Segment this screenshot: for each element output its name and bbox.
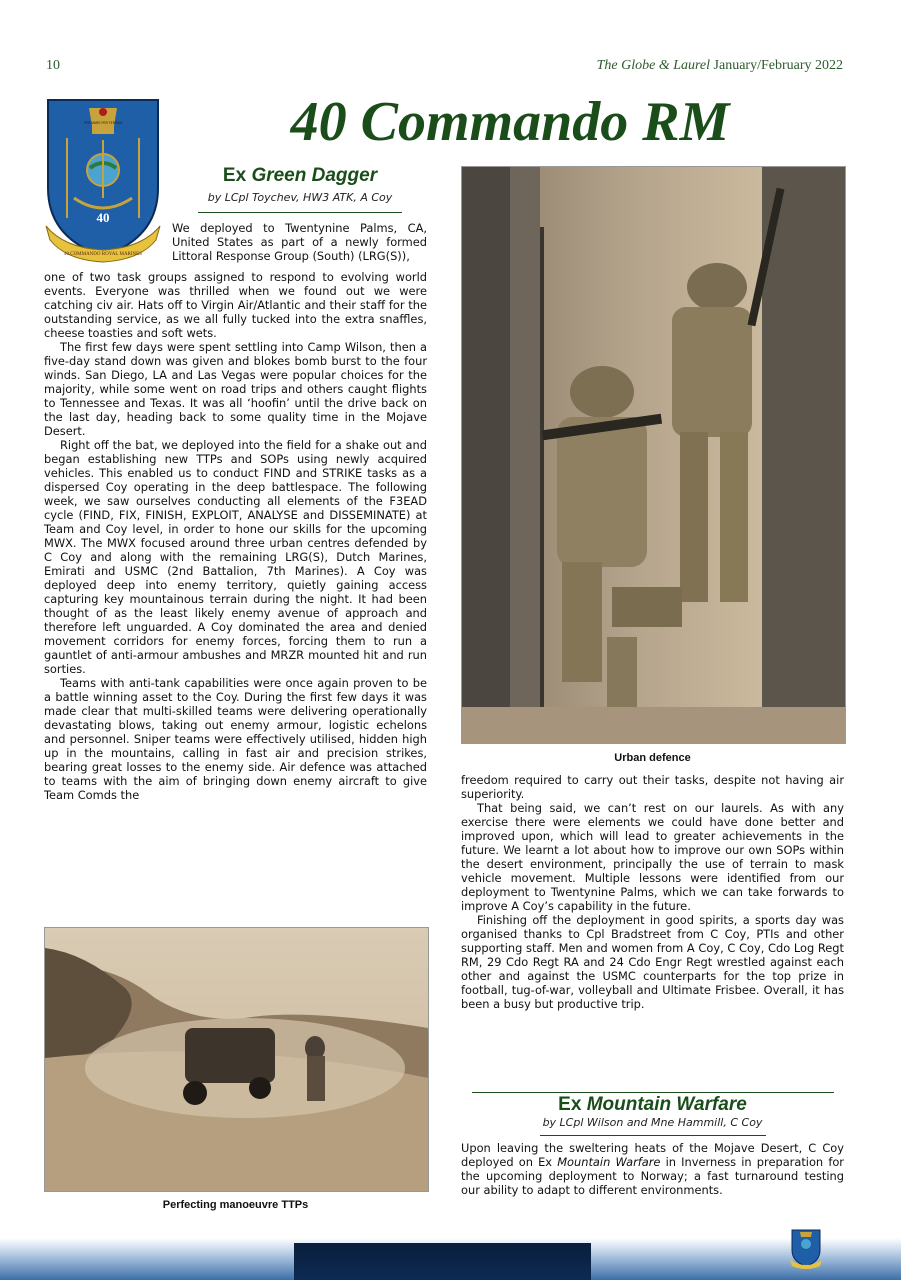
section-title-prefix: Ex <box>558 1094 582 1115</box>
section-title-mountain-warfare <box>461 1094 844 1116</box>
issue-date: January/February 2022 <box>713 58 843 73</box>
publication-header <box>597 58 843 74</box>
photo-caption-desert: Perfecting manoeuvre TTPs <box>162 1199 309 1211</box>
paragraph-start: Upon leaving the sweltering heats of the Mojave Desert, C Coy deployed on Ex <box>461 1141 844 1169</box>
section-title-emphasis: Mountain Warfare <box>586 1094 747 1115</box>
page-title: 40 Commando RM <box>290 91 730 153</box>
footer-navy-block <box>294 1243 591 1280</box>
article-body-right <box>461 773 844 1011</box>
urban-defence-photo <box>461 166 846 744</box>
paragraph: freedom required to carry out their tasks, despite not having air superiority. <box>461 773 844 801</box>
paragraph: That being said, we can’t rest on our laurels. As with any exercise there were elements we could have done better and improved upon, which will lead to greater achievements in the future. We learnt a lot about how to improve our own SOPs within the desert environment, principally the use of terrain to mask vehicle movement. Multiple lessons were identified from our deployment to Twentynine Palms, which we can take forwards to improve A Coy’s capability in the future. <box>461 801 844 913</box>
article-intro <box>172 221 427 263</box>
paragraph <box>461 1141 844 1197</box>
paragraph: Teams with anti-tank capabilities were once again proven to be a battle winning asset to the Coy. During the first few days it was made clear that multi-skilled teams were delivering operationally devastating blows, taking out enemy armour, logistic echelons and personnel. Sniper teams were effectively utilised, hidden high up in the mountains, calling in fast air and precision strikes, bearing great losses to the enemy side. Air defence was attached to teams with the aim of bringing down enemy aircraft to give Team Comds the <box>44 676 427 802</box>
desert-manoeuvre-photo <box>44 927 429 1192</box>
paragraph-end: in Inverness in preparation for the upcoming deployment to Norway; a fast turnaround testing our ability to adapt to different environments. <box>461 1155 844 1197</box>
paragraph: one of two task groups assigned to respond to evolving world events. Everyone was thrilled when we found out we were catching civ air. Hats off to Virgin Air/Atlantic and their staff for the outstanding service, as we all fully tucked into the extra snaffles, cheese toasties and soft wets. <box>44 270 427 340</box>
byline: by LCpl Toychev, HW3 ATK, A Coy <box>207 191 393 204</box>
byline: by LCpl Wilson and Mne Hammill, C Coy <box>542 1116 763 1129</box>
section-title-green-dagger <box>180 165 420 187</box>
section-title-prefix: Ex <box>222 165 247 186</box>
paragraph: The first few days were spent settling into Camp Wilson, then a five-day stand down was given and blokes bomb burst to the four winds. San Diego, LA and Las Vegas were popular choices for the majority, while some went on road trips and others caught flights to Tennessee and Texas. It was all ‘hoofin’ until the drive back on the last day, heading back to some quality time in the Mojave Desert. <box>44 340 427 438</box>
footer-crest-icon <box>790 1228 822 1270</box>
article-body-left <box>44 270 427 802</box>
paragraph: Finishing off the deployment in good spirits, a sports day was organised thanks to Cpl Bradstreet from C Coy, PTIs and other supporting staff. Men and women from A Coy, C Coy, Cdo Log Regt RM, 29 Cdo Regt RA and 24 Cdo Engr Regt wrestled against each other and against the USMC counterparts for the top prize in football, tug-of-war, volleyball and Ultimate Frisbee. Overall, it has been a busy but productive trip. <box>461 913 844 1011</box>
byline-divider <box>198 212 402 213</box>
section-title-emphasis: Green Dagger <box>251 165 378 186</box>
crest-scroll-text: 40 COMMANDO ROYAL MARINES <box>63 252 143 257</box>
publication-name: The Globe & Laurel <box>596 58 711 73</box>
page-number: 10 <box>46 58 60 73</box>
commando-crest-logo <box>44 98 162 264</box>
section-divider <box>472 1092 834 1093</box>
photo-caption-urban: Urban defence <box>614 752 691 764</box>
paragraph: Right off the bat, we deployed into the field for a shake out and began establishing new TTPs and SOPs using newly acquired vehicles. This enabled us to conduct FIND and STRIKE tasks as a dispersed Coy operating in the deep battlespace. The following week, we saw ourselves conducting all elements of the F3EAD cycle (FIND, FIX, FINISH, EXPLOIT, ANALYSE and DISSEMINATE) at Team and Coy level, in order to hone our skills for the upcoming MWX. The MWX focused around three urban centres defended by C Coy and along with the remaining LRG(S), Dutch Marines, Emirati and USMC (2nd Battalion, 7th Marines). A Coy was deployed deep into enemy territory, quietly gaining access capturing key mountainous terrain during the night. It had been thought of as the least likely enemy avenue of approach and therefore left unguarded. A Coy dominated the area and denied movement corridors for enemy forces, forcing them to run a gauntlet of anti-armour ambushes and MRZR mounted hit and run sorties. <box>44 438 427 676</box>
crest-motto: PER MARE PER TERRAM <box>83 121 123 125</box>
article-body-section2 <box>461 1141 844 1197</box>
paragraph: We deployed to Twentynine Palms, CA, United States as part of a newly formed Littoral Response Group (South) (LRG(S)), <box>172 221 427 263</box>
byline-divider <box>540 1135 766 1136</box>
crest-number: 40 <box>96 210 110 225</box>
paragraph-emphasis: Mountain Warfare <box>557 1155 661 1169</box>
